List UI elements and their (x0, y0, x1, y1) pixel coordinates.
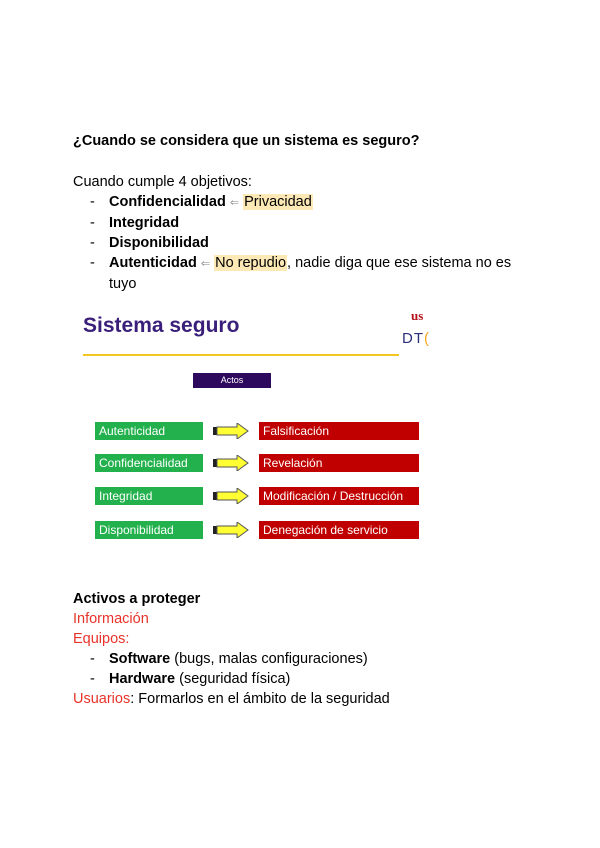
list-item (90, 253, 539, 294)
left-arrow-icon: ⇐ (229, 197, 240, 209)
equipment-detail: (seguridad física) (175, 671, 291, 687)
list-item (90, 669, 368, 689)
dash-bullet: - (90, 651, 95, 667)
logo-top: us (411, 308, 424, 323)
highlight-text: No repudio (215, 255, 287, 271)
right-arrow-icon (213, 488, 249, 504)
section-heading: ¿Cuando se considera que un sistema es seguro? (73, 133, 420, 149)
objective-term: Confidencialidad (109, 194, 226, 210)
logo-bottom (402, 330, 430, 347)
assets-heading: Activos a proteger (73, 591, 201, 607)
assets-users (73, 689, 390, 709)
highlight-text: Privacidad (244, 194, 312, 210)
right-arrow-icon (213, 423, 249, 439)
threat-box: Revelación (259, 454, 419, 472)
objective-term: Integridad (109, 215, 180, 231)
equipment-term: Software (109, 651, 171, 667)
threat-box: Denegación de servicio (259, 521, 419, 539)
objective-term: Disponibilidad (109, 235, 209, 251)
objectives-list (90, 192, 539, 294)
slide-image (73, 302, 443, 552)
list-item (90, 192, 539, 213)
dash-bullet: - (90, 235, 95, 251)
slide-title: Sistema seguro (83, 314, 240, 337)
right-arrow-icon (213, 455, 249, 471)
users-text: : Formarlos en el ámbito de la seguridad (130, 691, 390, 707)
equipment-term: Hardware (109, 671, 176, 687)
intro-text: Cuando cumple 4 objetivos: (73, 174, 252, 190)
slide-title-rule (83, 354, 399, 356)
equipment-list (90, 649, 368, 689)
dash-bullet: - (90, 671, 95, 687)
list-item (90, 213, 539, 233)
threat-box: Modificación / Destrucción (259, 487, 419, 505)
actos-header-box: Actos (193, 373, 271, 388)
goal-box: Integridad (95, 487, 203, 505)
dash-bullet: - (90, 194, 95, 210)
logo-bottom-tail: ( (424, 330, 430, 347)
objective-term: Autenticidad (109, 255, 197, 271)
dash-bullet: - (90, 255, 95, 271)
list-item (90, 233, 539, 253)
goal-box: Confidencialidad (95, 454, 203, 472)
left-arrow-icon: ⇐ (200, 258, 211, 270)
dash-bullet: - (90, 215, 95, 231)
equipment-detail: (bugs, malas configuraciones) (170, 651, 368, 667)
logo-bottom-text: DT (402, 330, 424, 347)
objective-detail: , nadie diga que ese sistema no es tuyo (109, 255, 512, 292)
goal-box: Autenticidad (95, 422, 203, 440)
assets-equipment: Equipos: (73, 631, 130, 647)
assets-info: Información (73, 611, 149, 627)
list-item (90, 649, 368, 669)
right-arrow-icon (213, 522, 249, 538)
users-label: Usuarios (73, 691, 131, 707)
goal-box: Disponibilidad (95, 521, 203, 539)
threat-box: Falsificación (259, 422, 419, 440)
